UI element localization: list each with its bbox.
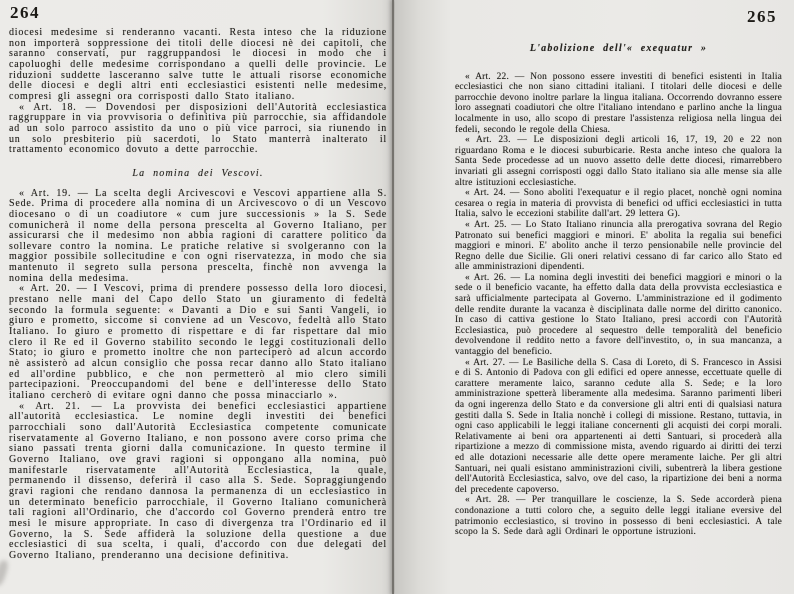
- paragraph-article-21: « Art. 21. — La provvista dei benefici ecclesiastici appartiene all'autorità ecclesiastica. Le nomine degli investiti dei benefici parrocchiali sono dall'Autorità Ecclesiastica competente comunicate riservatamente al Governo Italiano, e non possono avere corso prima che siano passati trenta giorni dalla comunicazione. In questo termine il Governo Italiano, ove gravi ragioni si oppongano alla nomina, può manifestarle riservatamente all'Autorità Ecclesiastica, la quale, permanendo il dissenso, deferirà il caso alla S. Sede. Sopraggiungendo gravi ragioni che rendano dannosa la permanenza di un ecclesiastico in un determinato beneficio parrocchiale, il Governo Italiano comunicherà tali ragioni all'Ordinario, che d'accordo col Governo prenderà entro tre mesi le misure appropriate. In caso di divergenza tra l'Ordinario ed il Governo, la S. Sede affiderà la soluzione della questione a due ecclesiastici di sua scelta, i quali, d'accordo con due delegati del Governo Italiano, prenderanno una decisione definitiva.: [9, 400, 387, 561]
- section-heading-abolizione-exequatur: L'abolizione dell'« exequatur »: [529, 43, 708, 54]
- paragraph-article-19: « Art. 19. — La scelta degli Arcivescovi e Vescovi appartiene alla S. Sede. Prima di procedere alla nomina di un Arcivescovo o di un Vescovo diocesano o di un coadiutore « cum jure successionis » la S. Sede comunicherà il nome della persona prescelta al Governo Italiano, per assicurarsi che il medesimo non abbia ragioni di carattere politico da sollevare contro la nomina. Le pratiche relative si svolgeranno con la maggior possibile sollecitudine e con ogni riservatezza, in modo che sia mantenuto il segreto sulla persona prescelta, finchè non avvenga la nomina della medesima.: [9, 187, 387, 284]
- paragraph-article-20: « Art. 20. — I Vescovi, prima di prendere possesso della loro diocesi, prestano nelle mani del Capo dello Stato un giuramento di fedeltà secondo la formula seguente: « Davanti a Dio e sui Santi Vangeli, io giuro e prometto, siccome si conviene ad un Vescovo, fedeltà allo Stato Italiano. Io giuro e prometto di rispettare e di far rispettare dal mio clero il Re ed il Governo stabilito secondo le leggi costituzionali dello Stato; io giuro e prometto inoltre che non parteciperò ad alcun accordo nè assisterò ad alcun consiglio che possa recar danno allo Stato italiano ed all'ordine pubblico, e che non permetterò al mio clero simili partecipazioni. Preoccupandomi del bene e dell'interesse dello Stato italiano cercherò di evitare ogni danno che possa minacciarlo ».: [9, 283, 387, 401]
- left-page: [0, 0, 393, 594]
- page-gutter: [392, 0, 394, 594]
- page-number-left: 264: [10, 3, 40, 22]
- section-heading-nomina-vescovi: La nomina dei Vescovi.: [132, 167, 264, 179]
- paragraph-article-18: « Art. 18. — Dovendosi per disposizioni dell'Autorità ecclesiastica raggruppare in via provvisoria o definitiva più parrocchie, sia affidandole ad un solo parroco assistito da uno o più vice parroci, sia riunendo in un solo presbiterio più sacerdoti, lo Stato manterrà inalterato il trattamento economico dovuto a dette parrocchie.: [9, 101, 387, 156]
- paragraph-article-26: « Art. 26. — La nomina degli investiti dei benefici maggiori e minori o la sede o il beneficio vacante, ha effetto dalla data della provvista ecclesiastica e sarà ufficialmente partecipata al Governo. L'amministrazione ed il godimento delle rendite durante la vacanza è disciplinata dalle norme del diritto canonico. In caso di cattiva gestione lo Stato Italiano, presi accordi con l'Autorità Ecclesiastica, può procedere al sequestro delle temporalità del beneficio devolvendone il reddito netto a favore dell'investito, o, in sua mancanza, a vantaggio del beneficio.: [455, 272, 782, 358]
- paragraph-article-24: « Art. 24. — Sono aboliti l'exequatur e il regio placet, nonchè ogni nomina cesarea o regia in materia di provvista di benefici od uffici ecclesiastici in tutta Italia, salvo le eccezioni stabilite dall'art. 29 lettera G).: [455, 188, 782, 220]
- left-page-body: [9, 28, 387, 562]
- paragraph-article-23: « Art. 23. — Le disposizioni degli articoli 16, 17, 19, 20 e 22 non riguardano Roma e le diocesi suburbicarie. Resta anche inteso che qualora la Santa Sede procedesse ad un nuovo assetto delle dette diocesi, rimarrebbero invariati gli assegni corrisposti oggi dallo Stato italiano sia alle mense sia alle altre istituzioni ecclesiastiche.: [455, 135, 782, 188]
- paragraph-continuation: diocesi medesime si renderanno vacanti. Resta inteso che la riduzione non importerà soppressione dei titoli delle diocesi nè dei capitoli, che saranno conservati, pur raggruppandosi le diocesi in modo che i capoluoghi delle medesime corrispondano a quelli delle provincie. Le riduzioni suddette lasceranno salve tutte le attuali risorse economiche delle diocesi e degli altri enti ecclesiastici esistenti nelle medesime, compresi gli assegni ora corrisposti dallo Stato italiano.: [9, 27, 387, 102]
- page-number-right: 265: [747, 7, 777, 26]
- right-page-body: [455, 44, 782, 538]
- paragraph-article-27: « Art. 27. — Le Basiliche della S. Casa di Loreto, di S. Francesco in Assisi e di S. Antonio di Padova con gli edifici ed opere annesse, eccettuate quelle di carattere meramente laico, saranno cedute alla S. Sede; e la loro amministrazione spetterà liberamente alla medesima. Saranno parimenti liberi da ogni ingerenza dello Stato e da conversione gli altri enti di qualsiasi natura gestiti dalla S. Sede in Italia nonchè i collegi di missione. Restano, tuttavia, in ogni caso applicabili le leggi italiane concernenti gli acquisti dei corpi morali. Relativamente ai beni ora appartenenti ai detti Santuari, si procederà alla ripartizione a mezzo di commissione mista, avendo riguardo ai diritti dei terzi ed alle dotazioni necessarie alle dette opere meramente laiche. Per gli altri Santuari, nei quali esistano amministrazioni civili, subentrerà la libera gestione dell'Autorità Ecclesiastica, salvo, ove del caso, la ripartizione dei beni a norma del precedente capoverso.: [455, 357, 782, 495]
- paragraph-article-25: « Art. 25. — Lo Stato Italiano rinuncia alla prerogativa sovrana del Regio Patronato sui benefici maggiori e minori. E' abolita la regalia sui benefici maggiori e minori. E' abolito anche il terzo pensionabile nelle provincie del Regno delle due Sicilie. Gli oneri relativi cessano di far carico allo Stato ed alle amministrazioni dipendenti.: [455, 219, 782, 273]
- paragraph-article-22: « Art. 22. — Non possono essere investiti di benefici esistenti in Italia ecclesiastici che non siano cittadini italiani. I titolari delle diocesi e delle parrocchie devono inoltre parlare la lingua italiana. Occorrendo dovranno essere loro assegnati coadiutori che oltre l'italiano intendano e parlino anche la lingua localmente in uso, allo scopo di prestare l'assistenza religiosa nella lingua dei fedeli, secondo le regole della Chiesa.: [455, 71, 782, 135]
- paragraph-article-28: « Art. 28. — Per tranquillare le coscienze, la S. Sede accorderà piena condonazione a tutti coloro che, a seguito delle leggi italiane eversive del patrimonio ecclesiastico, si trovino in possesso di beni ecclesiastici. A tale scopo la S. Sede darà agli Ordinari le opportune istruzioni.: [455, 495, 782, 538]
